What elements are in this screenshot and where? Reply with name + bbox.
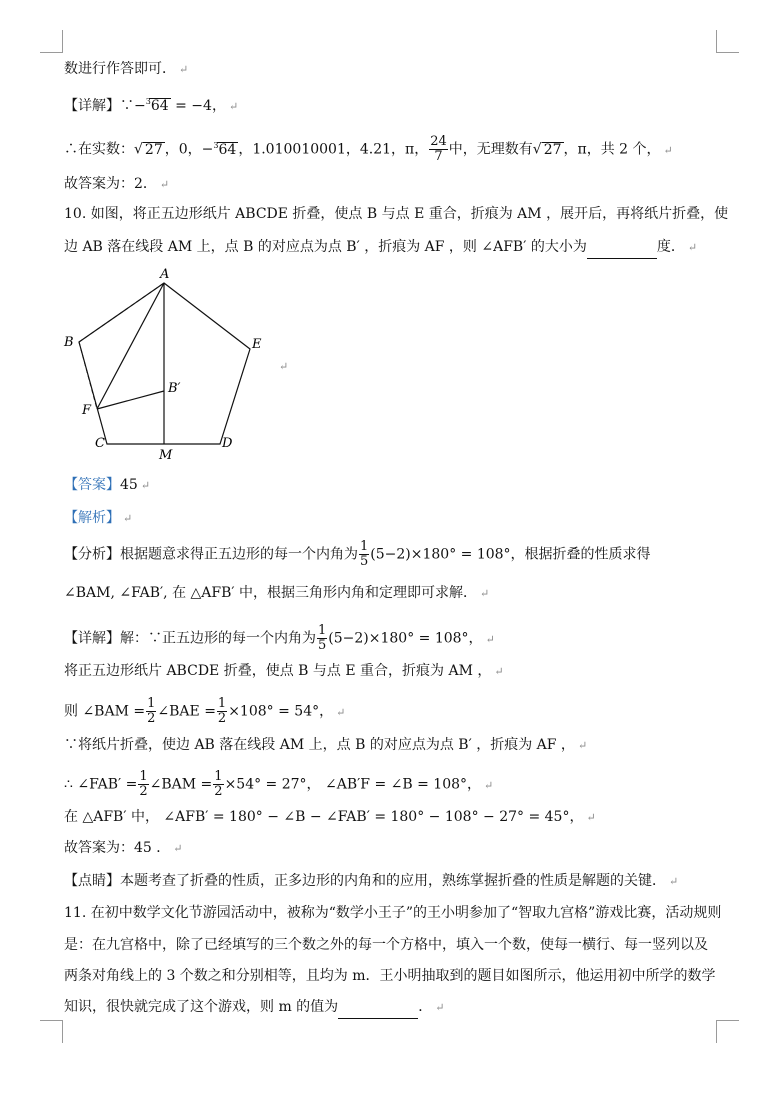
answer-blank [587,242,657,259]
text-line: 【分析】根据题意求得正五边形的每一个内角为 $\frac{1}{5}$ (5−2)×180° = 108°，根据折叠的性质求得 [64,539,651,569]
dashed-segment-ab [79,283,164,342]
paragraph-mark: ↵ [279,360,289,373]
fraction: $\frac{1}{2}$ [139,769,148,799]
text-line: ∴ ∠FAB′ = $\frac{1}{2}$ ∠BAM = $\frac{1}{2}$ ×54° = 27°， ∠AB′F = ∠B = 108°， ↵ [64,769,494,799]
point-label-m: M [159,448,173,463]
text-line: 【点睛】本题考查了折叠的性质，正多边形的内角和的应用，熟练掌握折叠的性质是解题的关键． ↵ [64,873,679,889]
fold-line-af [97,283,164,409]
vertex-label-d: D [222,436,233,451]
text-line: 【详解】∵−$^3$64 = −4， ↵ [64,97,239,114]
point-label-f: F [82,403,92,418]
fraction: $\frac{1}{2}$ [214,769,223,799]
corner-mark-bottom-left [40,1020,63,1043]
answer-blank [338,1002,418,1019]
question-10-line1: 10. 如图，将正五边形纸片 ABCDE 折叠，使点 B 与点 E 重合，折痕为 AM ，展开后，再将纸片折叠，使 [64,206,729,222]
text-line: 在 △AFB′ 中， ∠AFB′ = 180° − ∠B − ∠FAB′ = 180° − 108° − 27° = 45°， ↵ [64,809,596,825]
corner-mark-top-left [40,30,63,53]
pentagon-figure [60,266,290,466]
vertex-label-a: A [160,267,170,282]
text-line: 将正五边形纸片 ABCDE 折叠，使点 B 与点 E 重合，折痕为 AM ， ↵ [64,663,504,679]
fraction: $\frac{1}{2}$ [217,696,227,726]
text-line: ∠BAM, ∠FAB′, 在 △AFB′ 中，根据三角形内角和定理即可求解． ↵ [64,585,490,601]
question-11-line1: 11. 在初中数学文化节游园活动中，被称为“数学小王子”的王小明参加了“智取九宫格”游戏比赛，活动规则 [64,905,722,921]
text-line: 故答案为：45 ． ↵ [64,840,183,856]
answer-line: 【答案】45 ↵ [64,477,151,493]
analysis-heading: 【解析】 ↵ [64,510,133,526]
question-11-line3: 两条对角线上的 3 个数之和分别相等，且均为 m．王小明抽取到的题目如图所示，他运用初中所学的数学 [64,968,716,984]
text-line: 则 ∠BAM = $\frac{1}{2}$ ∠BAE = $\frac{1}{2}$ ×108° = 54°， ↵ [64,696,346,726]
text-line: 【详解】解：∵正五边形的每一个内角为 $\frac{1}{5}$ (5−2)×180° = 108°， ↵ [64,623,495,653]
vertex-label-b: B [64,335,74,350]
text-line: 故答案为：2． ↵ [64,176,170,192]
fraction: $\frac{1}{5}$ [318,623,327,653]
text-line: 数进行作答即可． ↵ [64,61,189,77]
question-11-line4: 知识，很快就完成了这个游戏，则 m 的值为 ． ↵ [64,996,444,1019]
answer-label: 【答案】 [64,477,120,493]
fraction: $\frac{1}{2}$ [147,696,156,726]
question-10-line2: 边 AB 落在线段 AM 上，点 B 的对应点为点 B′ ，折痕为 AF ，则 ∠AFB′ 的大小为 度． ↵ [64,236,697,259]
corner-mark-bottom-right [716,1020,739,1043]
corner-mark-top-right [716,30,739,53]
text-line: ∴在实数：√ 27 ，0，−$^3$64 ，1.010010001，4.21，π， $\frac{24}{7}$ 中，无理数有√ 27 ，π，共 2 个， ↵ [64,134,673,164]
vertex-label-c: C [95,436,105,451]
point-label-bprime: B′ [168,381,181,396]
segment-fbp [97,391,164,409]
fraction: $\frac{24}{7}$ [430,134,447,164]
question-11-line2: 是：在九宫格中，除了已经填写的三个数之外的每一个方格中，填入一个数，使每一横行、每一竖列以及 [64,937,708,953]
fraction: $\frac{1}{5}$ [360,539,369,569]
vertex-label-e: E [252,337,262,352]
text-line: ∵将纸片折叠，使边 AB 落在线段 AM 上，点 B 的对应点为点 B′ ，折痕为 AF ， ↵ [64,737,588,753]
